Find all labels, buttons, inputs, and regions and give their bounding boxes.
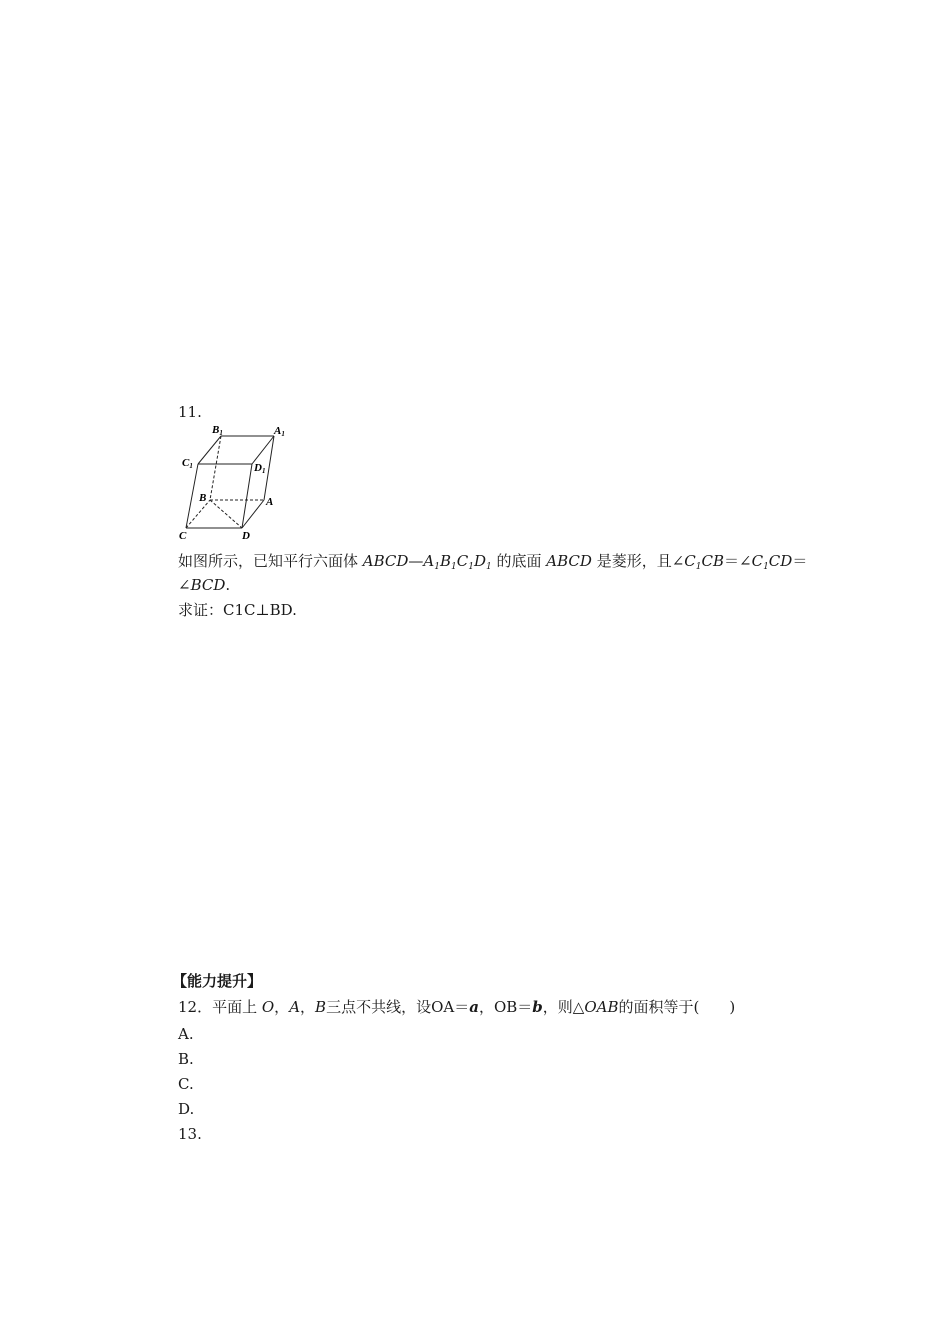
label-b: B (199, 492, 207, 504)
q11-statement-line1: 如图所示，已知平行六面体 $ABCD—A_1B_1C_1D_1$ 的底面 ABCD 是菱形，且$\angle C_1CB=\angle C_1CD=$ (178, 552, 808, 572)
section-title: 【能力提升】 (172, 972, 263, 990)
label-c1: C1 (182, 457, 193, 470)
q12-statement: 12．平面上 O，A，B三点不共线，设OA＝a，OB＝b，则△OAB的面积等于( ) (178, 998, 736, 1016)
option-c: C. (178, 1075, 194, 1093)
option-a: A. (178, 1025, 194, 1043)
option-b: B. (178, 1050, 194, 1068)
q11-number: 11. (178, 403, 202, 421)
label-d: D (242, 530, 250, 542)
option-d: D. (178, 1100, 195, 1118)
q11-prove: 求证：C1C⊥BD. (178, 601, 297, 619)
label-a1: A1 (274, 425, 285, 438)
label-d1: D1 (254, 462, 266, 475)
parallelepiped-figure (176, 422, 301, 546)
label-a: A (266, 496, 274, 508)
q13-number: 13. (178, 1125, 202, 1143)
label-c: C (179, 530, 187, 542)
q11-statement-line2: ∠BCD. (178, 576, 231, 594)
label-b1: B1 (212, 424, 223, 437)
